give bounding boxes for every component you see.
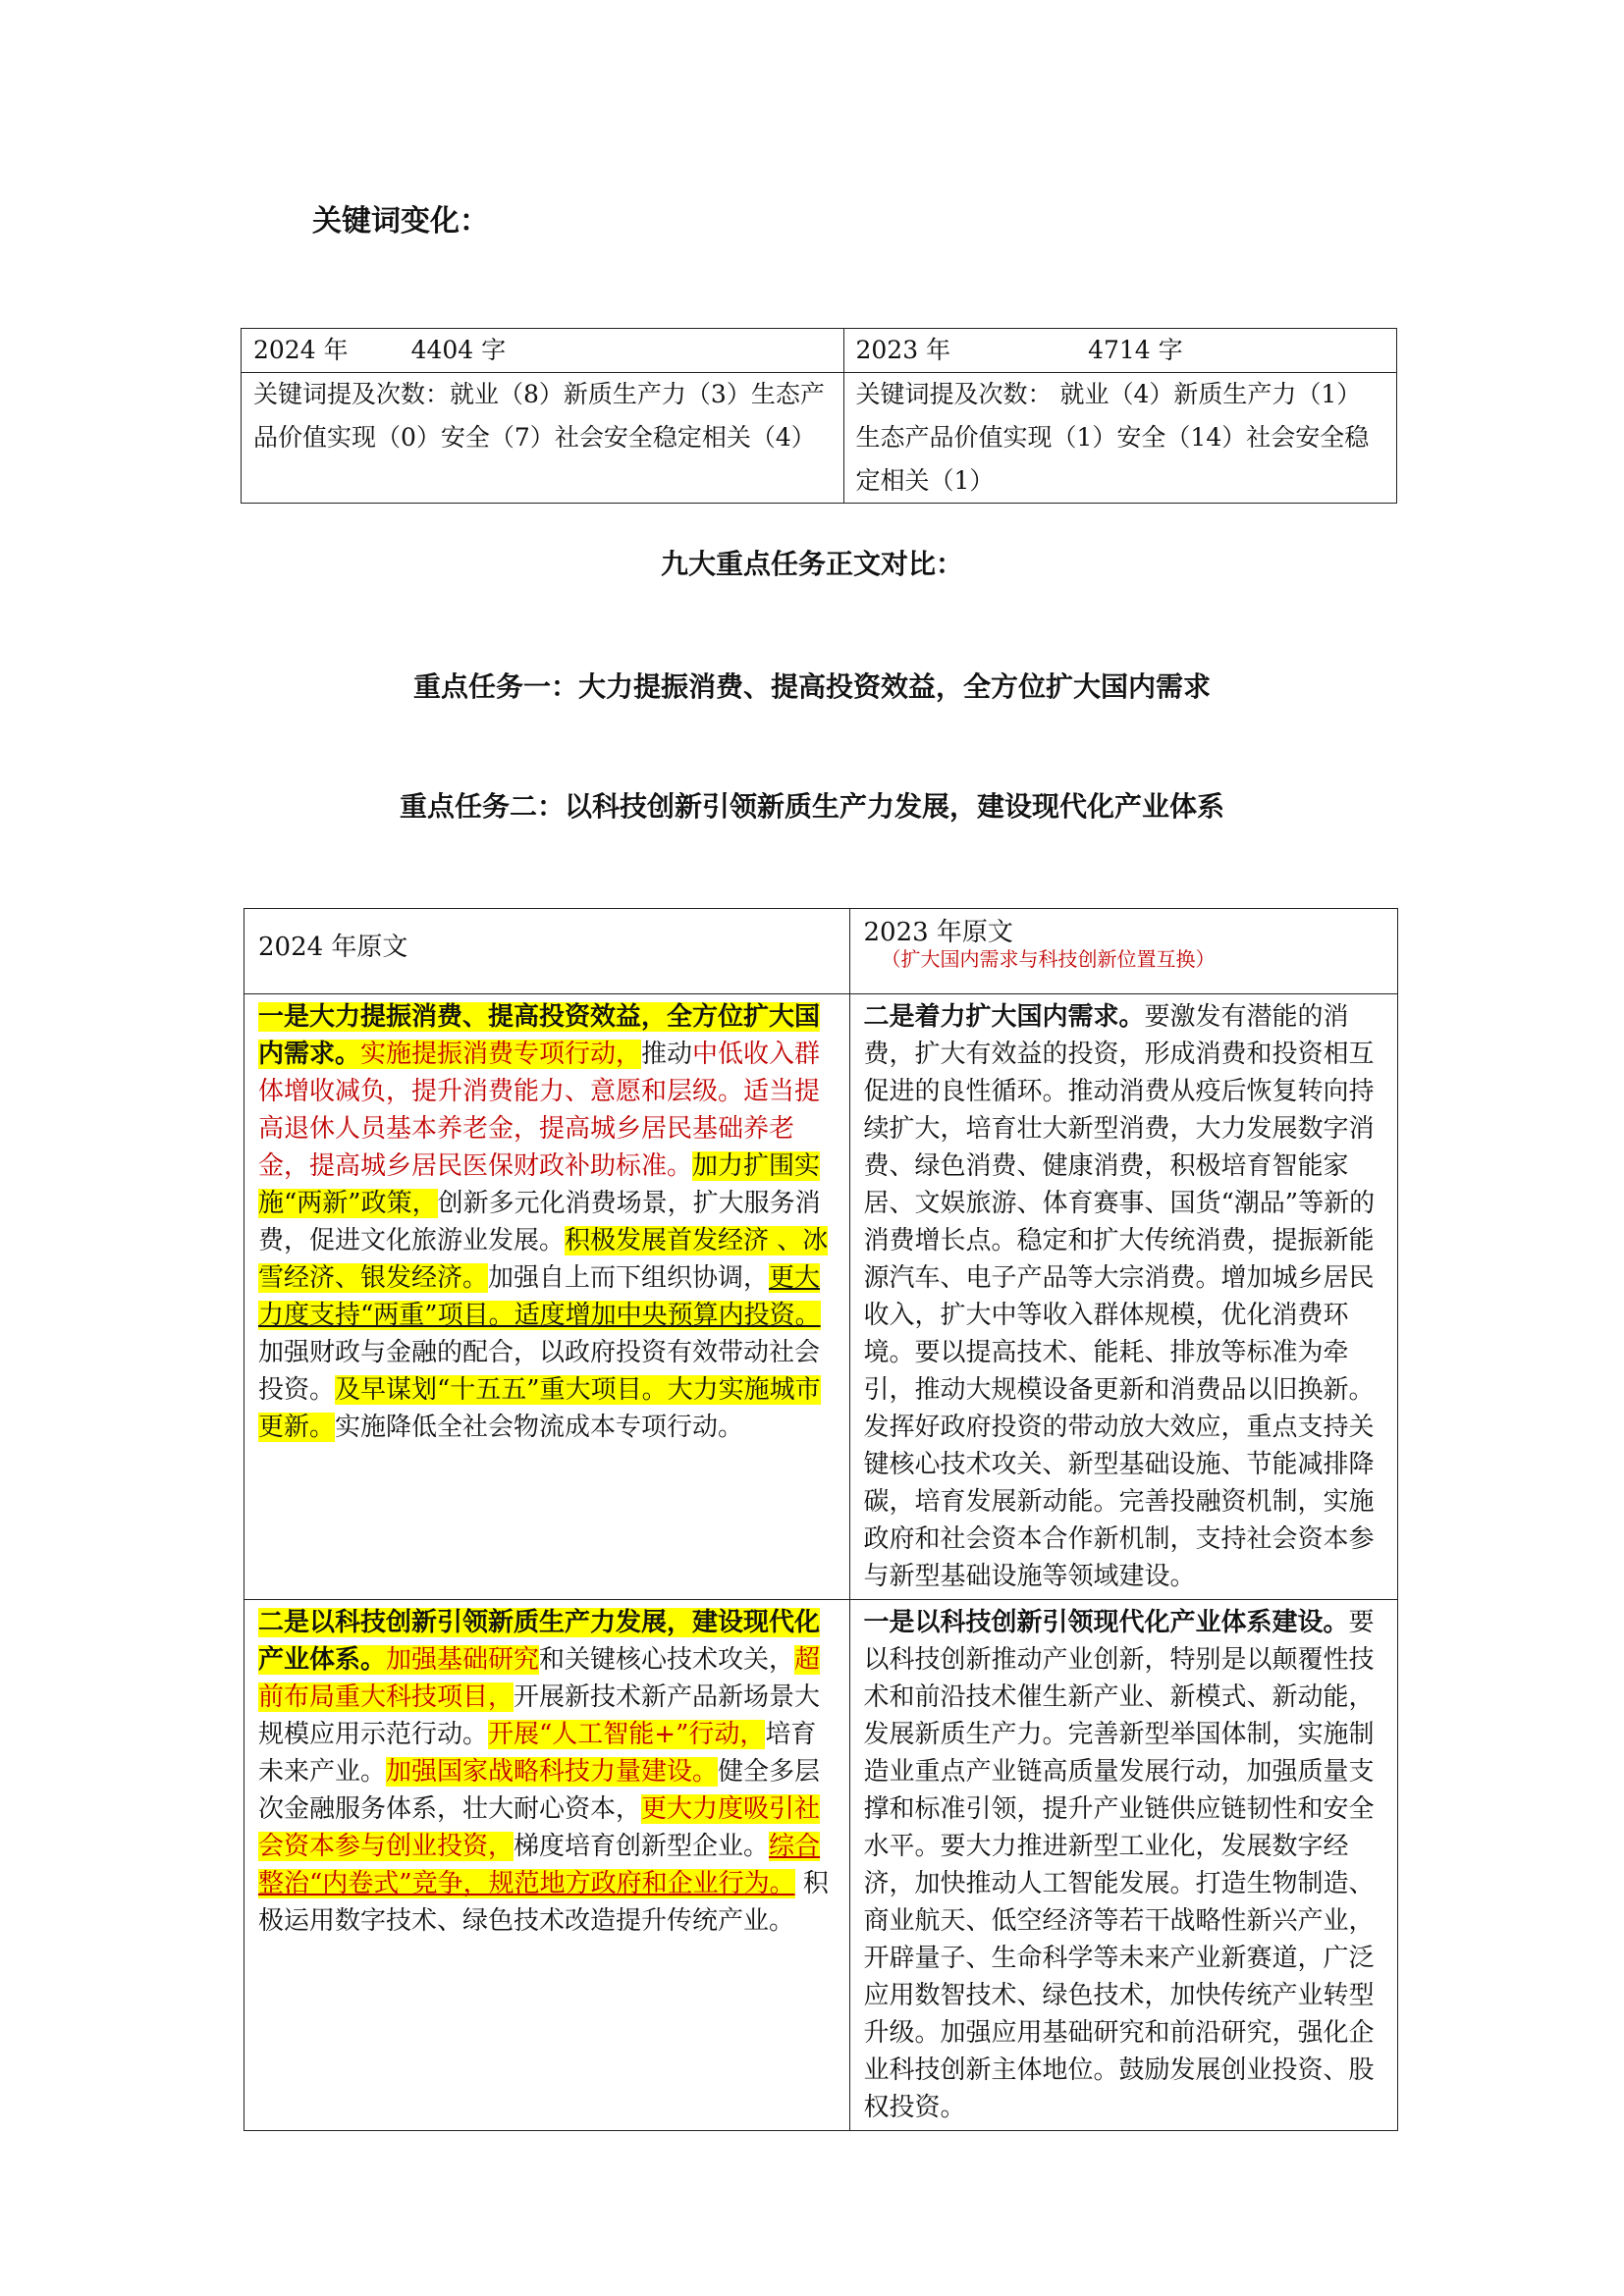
text-2024-task1 [244,994,850,1600]
body-text: 培育未来产业。 [258,1720,817,1787]
highlight-text: 加强基础研究 [386,1645,540,1675]
text-2024-task2 [244,1600,850,2131]
lead-sentence: 二是着力扩大国内需求。 [863,1002,1145,1032]
task-two-title: 重点任务二：以科技创新引领新质生产力发展，建设现代化产业体系 [399,790,1224,823]
table-row [244,994,1398,1600]
body-text: 加强自上而下组织协调， [488,1263,770,1293]
highlight-text: 加力扩围实施“两新”政策， [258,1151,821,1218]
body-text: 健全多层次金融服务体系，壮大耐心资本， [258,1757,821,1824]
highlight-text: 加强国家战略科技力量建设。 [386,1757,719,1787]
body-text: 开展新技术新产品新场景大规模应用示范行动。 [258,1682,821,1749]
table-row [242,373,1397,504]
cell-2024-count [242,329,844,373]
highlight-text: 更大力度支持“两重”项目。适度增加中央预算内投资。 [258,1263,821,1330]
highlight-text: 综合整治“内卷式”竞争，规范地方政府和企业行为。 [258,1832,821,1898]
task-one-title: 重点任务一：大力提振消费、提高投资效益，全方位扩大国内需求 [412,670,1211,703]
header-2023 [849,909,1398,994]
year-2024-label: 2024 年 [253,336,349,364]
year-2023-label: 2023 年 [855,336,951,364]
header-2024: 2024 年原文 [244,909,850,994]
highlight-text: 更大力度吸引社会资本参与创业投资， [258,1794,821,1861]
word-count-2023: 4714 字 [1088,336,1183,364]
keywords-2023: 关键词提及次数： 就业（4）新质生产力（1）生态产品价值实现（1）安全（14）社会安全稳定相关（1） [843,373,1397,504]
highlight-text: 实施提振消费专项行动， [360,1040,642,1069]
header-2023-note: （扩大国内需求与科技创新位置互换） [881,947,1216,971]
body-text: 积极运用数字技术、绿色技术改造提升传统产业。 [258,1869,829,1936]
keyword-table [241,328,1397,504]
body-text: 创新多元化消费场景，扩大服务消费，促进文化旅游业发展。 [258,1189,821,1255]
page-title: 关键词变化： [312,204,489,239]
section-title: 九大重点任务正文对比： [660,548,963,580]
text-2023-task1 [849,994,1398,1600]
text-2023-task2 [849,1600,1398,2131]
word-count-2024: 4404 字 [410,336,507,364]
comparison-table [244,908,1398,2131]
body-text: 加强财政与金融的配合，以政府投资有效带动社会投资。 [258,1338,821,1405]
table-row [242,329,1397,373]
body-text: 要以科技创新推动产业创新，特别是以颠覆性技术和前沿技术催生新产业、新模式、新动能，发展新质生产力。完善新型举国体制，实施制造业重点产业链高质量发展行动，加强质量支撑和标准引领，提升产业链供应链韧性和安全水平。要大力推进新型工业化，发展数字经济，加快推动人工智能发展。打造生物制造、商业航天、低空经济等若干战略性新兴产业，开辟量子、生命科学等未来产业新赛道，广泛应用数智技术、绿色技术，加快传统产业转型升级。加强应用基础研究和前沿研究，强化企业科技创新主体地位。鼓励发展创业投资、股权投资。 [863,1608,1375,2122]
body-text: 推动 [641,1040,693,1069]
highlight-text: 及早谋划“十五五”重大项目。大力实施城市更新。 [258,1375,821,1442]
body-text: 实施降低全社会物流成本专项行动。 [335,1413,744,1442]
table-header-row [244,909,1398,994]
header-2023-label: 2023 年原文 [863,918,1013,947]
body-text: 要激发有潜能的消费，扩大有效益的投资，形成消费和投资相互促进的良性循环。推动消费从疫后恢复转向持续扩大，培育壮大新型消费，大力发展数字消费、绿色消费、健康消费，积极培育智能家居、文娱旅游、体育赛事、国货“潮品”等新的消费增长点。稳定和扩大传统消费，提振新能源汽车、电子产品等大宗消费。增加城乡居民收入，扩大中等收入群体规模，优化消费环境。要以提高技术、能耗、排放等标准为牵引，推动大规模设备更新和消费品以旧换新。发挥好政府投资的带动放大效应，重点支持关键核心技术攻关、新型基础设施、节能减排降碳，培育发展新动能。完善投融资机制，实施政府和社会资本合作新机制，支持社会资本参与新型基础设施等领域建设。 [863,1002,1376,1591]
red-text: 中低收入群体增收减负，提升消费能力、意愿和层级。适当提高退休人员基本养老金，提高城乡居民基础养老金，提高城乡居民医保财政补助标准。 [258,1040,821,1181]
highlight-text: 积极发展首发经济 、冰雪经济、银发经济。 [258,1226,829,1293]
body-text: 和关键核心技术攻关， [539,1645,795,1675]
highlight-text: 超前布局重大科技项目， [258,1645,821,1712]
lead-sentence: 二是以科技创新引领新质生产力发展，建设现代化产业体系。 [258,1608,821,1675]
cell-2023-count [843,329,1397,373]
body-text: 梯度培育创新型企业。 [514,1832,770,1861]
keywords-2024: 关键词提及次数：就业（8）新质生产力（3）生态产品价值实现（0）安全（7）社会安全稳定相关（4） [242,373,844,504]
lead-sentence: 一是大力提振消费、提高投资效益，全方位扩大国内需求。 [258,1002,821,1069]
highlight-text: 开展“人工智能+”行动， [488,1720,766,1749]
lead-sentence: 一是以科技创新引领现代化产业体系建设。 [863,1608,1349,1637]
table-row [244,1600,1398,2131]
